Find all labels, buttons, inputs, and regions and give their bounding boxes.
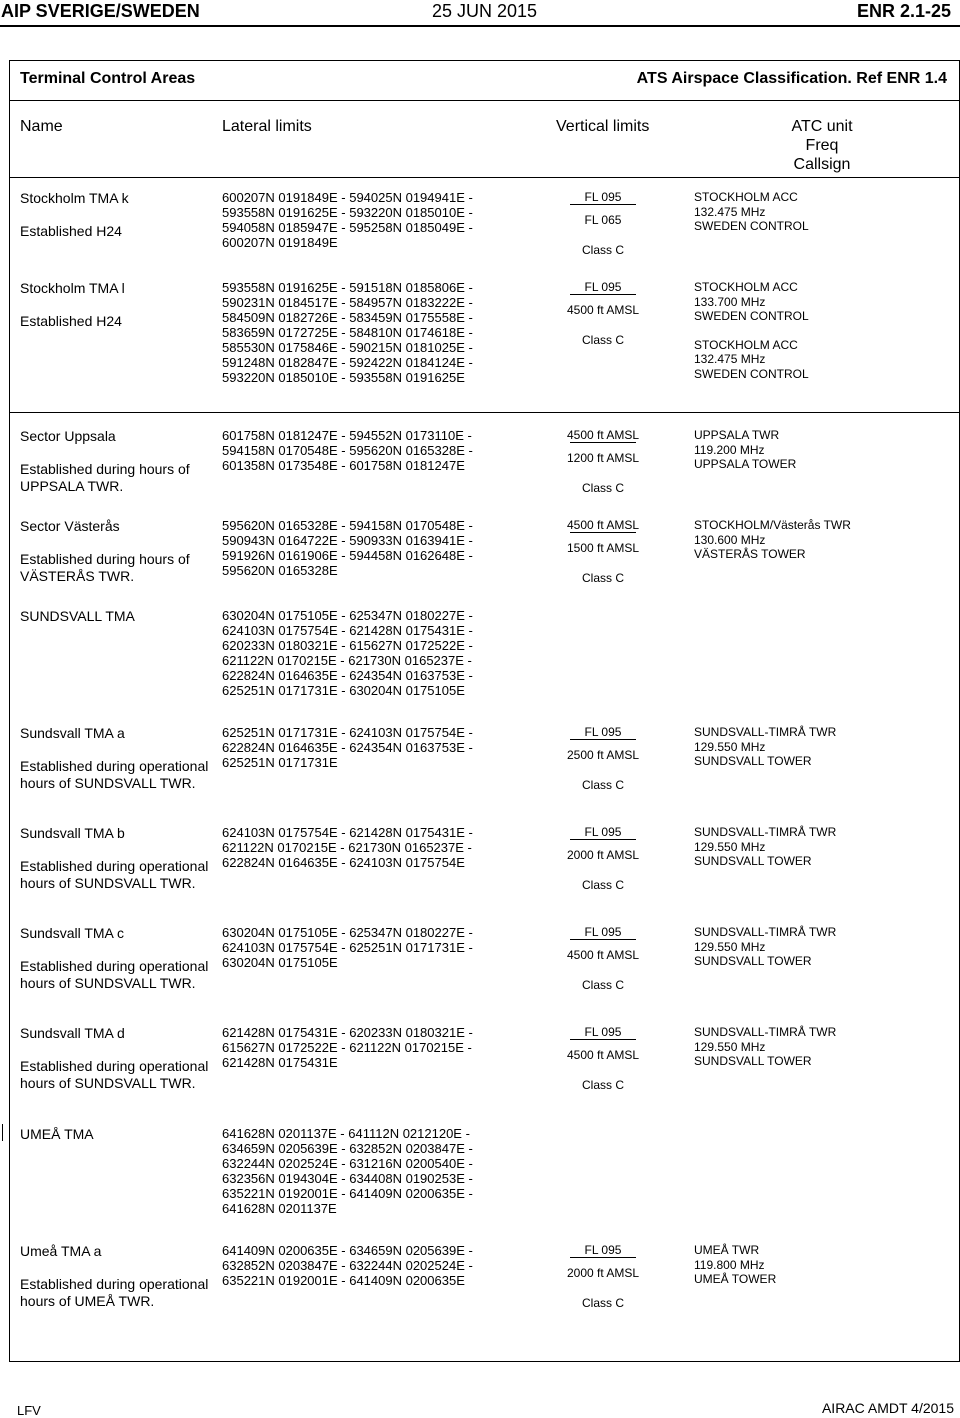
activation-note: Established during operational hours of SUNDSVALL TWR. bbox=[20, 958, 209, 991]
limit-divider bbox=[570, 839, 636, 840]
upper-limit: FL 095 bbox=[584, 190, 622, 204]
activation-note: Established H24 bbox=[20, 313, 122, 329]
lateral-limits: 625251N 0171731E - 624103N 0175754E - 622824N 0164635E - 624354N 0163753E - 625251N 0171731E bbox=[222, 725, 473, 770]
airspace-name-cell bbox=[20, 925, 210, 992]
lower-limit: 2000 ft AMSL bbox=[566, 848, 640, 862]
airspace-name: Sector Uppsala bbox=[20, 428, 116, 444]
lateral-limits: 624103N 0175754E - 621428N 0175431E - 621122N 0170215E - 621730N 0165237E - 622824N 0164635E - 624103N 0175754E bbox=[222, 825, 473, 870]
airspace-name-cell bbox=[20, 280, 210, 330]
airspace-class: Class C bbox=[581, 571, 624, 585]
atc-unit-cell bbox=[694, 280, 954, 381]
atc-unit-group bbox=[694, 1243, 954, 1287]
airspace-class: Class C bbox=[581, 978, 624, 992]
title-rule bbox=[10, 100, 959, 101]
atc-unit-name: SUNDSVALL-TIMRÅ TWR bbox=[694, 1025, 837, 1039]
atc-frequency: 119.800 MHz bbox=[694, 1257, 765, 1272]
atc-unit-name: UMEÅ TWR bbox=[694, 1243, 760, 1257]
atc-frequency: 129.550 MHz bbox=[694, 739, 766, 754]
airspace-name-cell bbox=[20, 428, 210, 495]
lateral-limits: 621428N 0175431E - 620233N 0180321E - 615627N 0172522E - 621122N 0170215E - 621428N 0175431E bbox=[222, 1025, 473, 1070]
airspace-name: Sundsvall TMA c bbox=[20, 925, 125, 941]
section-rule bbox=[10, 412, 959, 413]
column-header-lateral: Lateral limits bbox=[222, 118, 312, 135]
atc-unit-name: UPPSALA TWR bbox=[694, 428, 780, 442]
upper-limit: FL 095 bbox=[584, 925, 622, 939]
lower-limit: 4500 ft AMSL bbox=[566, 948, 640, 962]
publication-title: AIP SVERIGE/SWEDEN bbox=[1, 1, 200, 21]
atc-unit-name: SUNDSVALL-TIMRÅ TWR bbox=[694, 925, 837, 939]
table-title: Terminal Control Areas bbox=[20, 70, 196, 87]
airspace-class: Class C bbox=[581, 1296, 624, 1310]
atc-frequency: 130.600 MHz bbox=[694, 532, 766, 547]
footer-amendment: AIRAC AMDT 4/2015 bbox=[821, 1400, 954, 1416]
column-header-atc bbox=[758, 117, 886, 174]
vertical-limits bbox=[556, 1243, 650, 1310]
activation-note: Established H24 bbox=[20, 223, 122, 239]
airspace-name-cell bbox=[20, 1243, 210, 1310]
atc-unit-name: STOCKHOLM ACC bbox=[694, 280, 798, 294]
limit-divider bbox=[570, 939, 636, 940]
atc-unit-group bbox=[694, 428, 954, 472]
atc-callsign: UPPSALA TOWER bbox=[694, 457, 797, 471]
limit-divider bbox=[570, 739, 636, 740]
atc-unit-group bbox=[694, 338, 954, 382]
airspace-name-cell bbox=[20, 518, 210, 585]
atc-callsign: SUNDSVALL TOWER bbox=[694, 854, 812, 868]
activation-note: Established during operational hours of UMEÅ TWR. bbox=[20, 1276, 209, 1309]
limit-divider bbox=[570, 442, 636, 443]
atc-unit-group bbox=[694, 190, 954, 234]
airspace-name: Sector Västerås bbox=[20, 518, 120, 534]
column-header-freq: Freq bbox=[805, 137, 839, 154]
atc-unit-name: STOCKHOLM ACC bbox=[694, 190, 798, 204]
page-header bbox=[0, 0, 960, 26]
airspace-name-cell bbox=[20, 1025, 210, 1092]
lateral-limits: 630204N 0175105E - 625347N 0180227E - 624103N 0175754E - 625251N 0171731E - 630204N 0175105E bbox=[222, 925, 473, 970]
atc-frequency: 119.200 MHz bbox=[694, 442, 765, 457]
airspace-name: Stockholm TMA l bbox=[20, 280, 125, 296]
atc-unit-cell bbox=[694, 725, 954, 769]
atc-callsign: SUNDSVALL TOWER bbox=[694, 1054, 812, 1068]
activation-note: Established during operational hours of SUNDSVALL TWR. bbox=[20, 758, 209, 791]
limit-divider bbox=[570, 294, 636, 295]
atc-unit-group bbox=[694, 925, 954, 969]
atc-frequency: 129.550 MHz bbox=[694, 939, 766, 954]
upper-limit: FL 095 bbox=[584, 725, 622, 739]
atc-unit-cell bbox=[694, 190, 954, 234]
atc-unit-group bbox=[694, 1025, 954, 1069]
atc-unit-group bbox=[694, 725, 954, 769]
lower-limit: 1500 ft AMSL bbox=[566, 541, 640, 555]
airspace-name: UMEÅ TMA bbox=[20, 1126, 94, 1142]
atc-frequency: 132.475 MHz bbox=[694, 352, 766, 366]
upper-limit: FL 095 bbox=[584, 1243, 622, 1257]
atc-unit-name: SUNDSVALL-TIMRÅ TWR bbox=[694, 725, 837, 739]
activation-note: Established during operational hours of SUNDSVALL TWR. bbox=[20, 1058, 209, 1091]
airspace-name-cell bbox=[20, 1126, 210, 1159]
atc-unit-group bbox=[694, 825, 954, 869]
atc-frequency: 129.550 MHz bbox=[694, 1039, 766, 1054]
column-header-callsign: Callsign bbox=[793, 156, 851, 173]
atc-unit-cell bbox=[694, 518, 954, 562]
atc-unit-name: STOCKHOLM/Västerås TWR bbox=[694, 518, 851, 532]
header-rule bbox=[0, 25, 960, 27]
atc-callsign: SUNDSVALL TOWER bbox=[694, 954, 812, 968]
upper-limit: 4500 ft AMSL bbox=[566, 428, 640, 442]
atc-frequency: 132.475 MHz bbox=[694, 204, 766, 219]
airspace-class: Class C bbox=[581, 778, 624, 792]
vertical-limits bbox=[556, 428, 650, 495]
upper-limit: FL 095 bbox=[584, 1025, 622, 1039]
lateral-limits: 601758N 0181247E - 594552N 0173110E - 594158N 0170548E - 595620N 0165328E - 601358N 0173548E - 601758N 0181247E bbox=[222, 428, 473, 473]
lower-limit: 2500 ft AMSL bbox=[566, 748, 640, 762]
airspace-class: Class C bbox=[581, 1078, 624, 1092]
atc-callsign: UMEÅ TOWER bbox=[694, 1272, 777, 1286]
upper-limit: FL 095 bbox=[584, 280, 622, 294]
atc-callsign: SWEDEN CONTROL bbox=[694, 366, 809, 381]
atc-frequency: 129.550 MHz bbox=[694, 839, 766, 854]
limit-divider bbox=[570, 532, 636, 533]
atc-callsign: VÄSTERÅS TOWER bbox=[694, 547, 806, 561]
atc-unit-group bbox=[694, 280, 954, 324]
lower-limit: 2000 ft AMSL bbox=[566, 1266, 640, 1280]
header-bottom-rule bbox=[10, 177, 959, 178]
airspace-name: Umeå TMA a bbox=[20, 1243, 102, 1259]
atc-unit-name: STOCKHOLM ACC bbox=[694, 337, 798, 352]
table-classification-ref: ATS Airspace Classification. Ref ENR 1.4 bbox=[636, 70, 947, 87]
vertical-limits bbox=[556, 518, 650, 585]
atc-callsign: SWEDEN CONTROL bbox=[694, 219, 809, 233]
upper-limit: 4500 ft AMSL bbox=[566, 518, 640, 532]
atc-callsign: SWEDEN CONTROL bbox=[694, 309, 809, 323]
airspace-name: Stockholm TMA k bbox=[20, 190, 129, 206]
footer-publisher: LFV bbox=[17, 1403, 41, 1418]
lateral-limits: 593558N 0191625E - 591518N 0185806E - 590231N 0184517E - 584957N 0183222E - 584509N 0182726E - 583459N 0175558E - 583659N 0172725E - 584810N 0174618E - 585530N 0175846E - 590215N 0181025E - 591248N 0182847E - 592422N 0184124E - 593220N 0185010E - 593558N 0191625E bbox=[222, 280, 473, 385]
airspace-name-cell bbox=[20, 825, 210, 892]
atc-unit-group bbox=[694, 518, 954, 562]
atc-unit-cell bbox=[694, 1243, 954, 1287]
airspace-name: SUNDSVALL TMA bbox=[20, 608, 135, 624]
activation-note: Established during hours of UPPSALA TWR. bbox=[20, 461, 190, 494]
airspace-name: Sundsvall TMA a bbox=[20, 725, 125, 741]
vertical-limits bbox=[556, 1025, 650, 1092]
airspace-name: Sundsvall TMA b bbox=[20, 825, 125, 841]
lateral-limits: 630204N 0175105E - 625347N 0180227E - 624103N 0175754E - 621428N 0175431E - 620233N 0180321E - 615627N 0172522E - 621122N 0170215E - 621730N 0165237E - 622824N 0164635E - 624354N 0163753E - 625251N 0171731E - 630204N 0175105E bbox=[222, 608, 473, 698]
lower-limit: 1200 ft AMSL bbox=[566, 451, 640, 465]
airspace-name-cell bbox=[20, 190, 210, 240]
vertical-limits bbox=[556, 280, 650, 347]
column-header-name: Name bbox=[20, 118, 63, 135]
airspace-class: Class C bbox=[581, 481, 624, 495]
lateral-limits: 600207N 0191849E - 594025N 0194941E - 593558N 0191625E - 593220N 0185010E - 594058N 0185947E - 595258N 0185049E - 600207N 0191849E bbox=[222, 190, 473, 250]
activation-note: Established during hours of VÄSTERÅS TWR. bbox=[20, 551, 190, 584]
lateral-limits: 595620N 0165328E - 594158N 0170548E - 590943N 0164722E - 590933N 0163941E - 591926N 0161906E - 594458N 0162648E - 595620N 0165328E bbox=[222, 518, 473, 578]
airspace-name-cell bbox=[20, 725, 210, 792]
atc-unit-name: SUNDSVALL-TIMRÅ TWR bbox=[694, 825, 837, 839]
limit-divider bbox=[570, 204, 636, 205]
atc-unit-cell bbox=[694, 825, 954, 869]
lower-limit: 4500 ft AMSL bbox=[566, 303, 640, 317]
atc-callsign: SUNDSVALL TOWER bbox=[694, 754, 812, 768]
lateral-limits: 641628N 0201137E - 641112N 0212120E - 634659N 0205639E - 632852N 0203847E - 632244N 0202524E - 631216N 0200540E - 632356N 0194304E - 634408N 0190253E - 635221N 0192001E - 641409N 0200635E - 641628N 0201137E bbox=[222, 1126, 473, 1216]
activation-note: Established during operational hours of SUNDSVALL TWR. bbox=[20, 858, 209, 891]
airspace-name-cell bbox=[20, 608, 210, 641]
atc-frequency: 133.700 MHz bbox=[694, 294, 766, 309]
airspace-name: Sundsvall TMA d bbox=[20, 1025, 125, 1041]
vertical-limits bbox=[556, 825, 650, 892]
page-number: ENR 2.1-25 bbox=[856, 1, 951, 21]
airspace-class: Class C bbox=[581, 243, 624, 257]
lower-limit: FL 065 bbox=[584, 213, 622, 227]
lateral-limits: 641409N 0200635E - 634659N 0205639E - 632852N 0203847E - 632244N 0202524E - 635221N 0192001E - 641409N 0200635E bbox=[222, 1243, 473, 1288]
vertical-limits bbox=[556, 190, 650, 257]
limit-divider bbox=[570, 1039, 636, 1040]
vertical-limits bbox=[556, 925, 650, 992]
atc-unit-cell bbox=[694, 925, 954, 969]
atc-unit-cell bbox=[694, 1025, 954, 1069]
column-header-vertical: Vertical limits bbox=[556, 118, 650, 135]
lower-limit: 4500 ft AMSL bbox=[566, 1048, 640, 1062]
vertical-limits bbox=[556, 725, 650, 792]
atc-unit-cell bbox=[694, 428, 954, 472]
limit-divider bbox=[570, 1257, 636, 1258]
change-bar bbox=[2, 1124, 3, 1141]
airspace-class: Class C bbox=[581, 333, 624, 347]
column-header-atc-unit: ATC unit bbox=[791, 118, 853, 135]
publication-date: 25 JUN 2015 bbox=[432, 1, 538, 21]
upper-limit: FL 095 bbox=[584, 825, 622, 839]
airspace-class: Class C bbox=[581, 878, 624, 892]
